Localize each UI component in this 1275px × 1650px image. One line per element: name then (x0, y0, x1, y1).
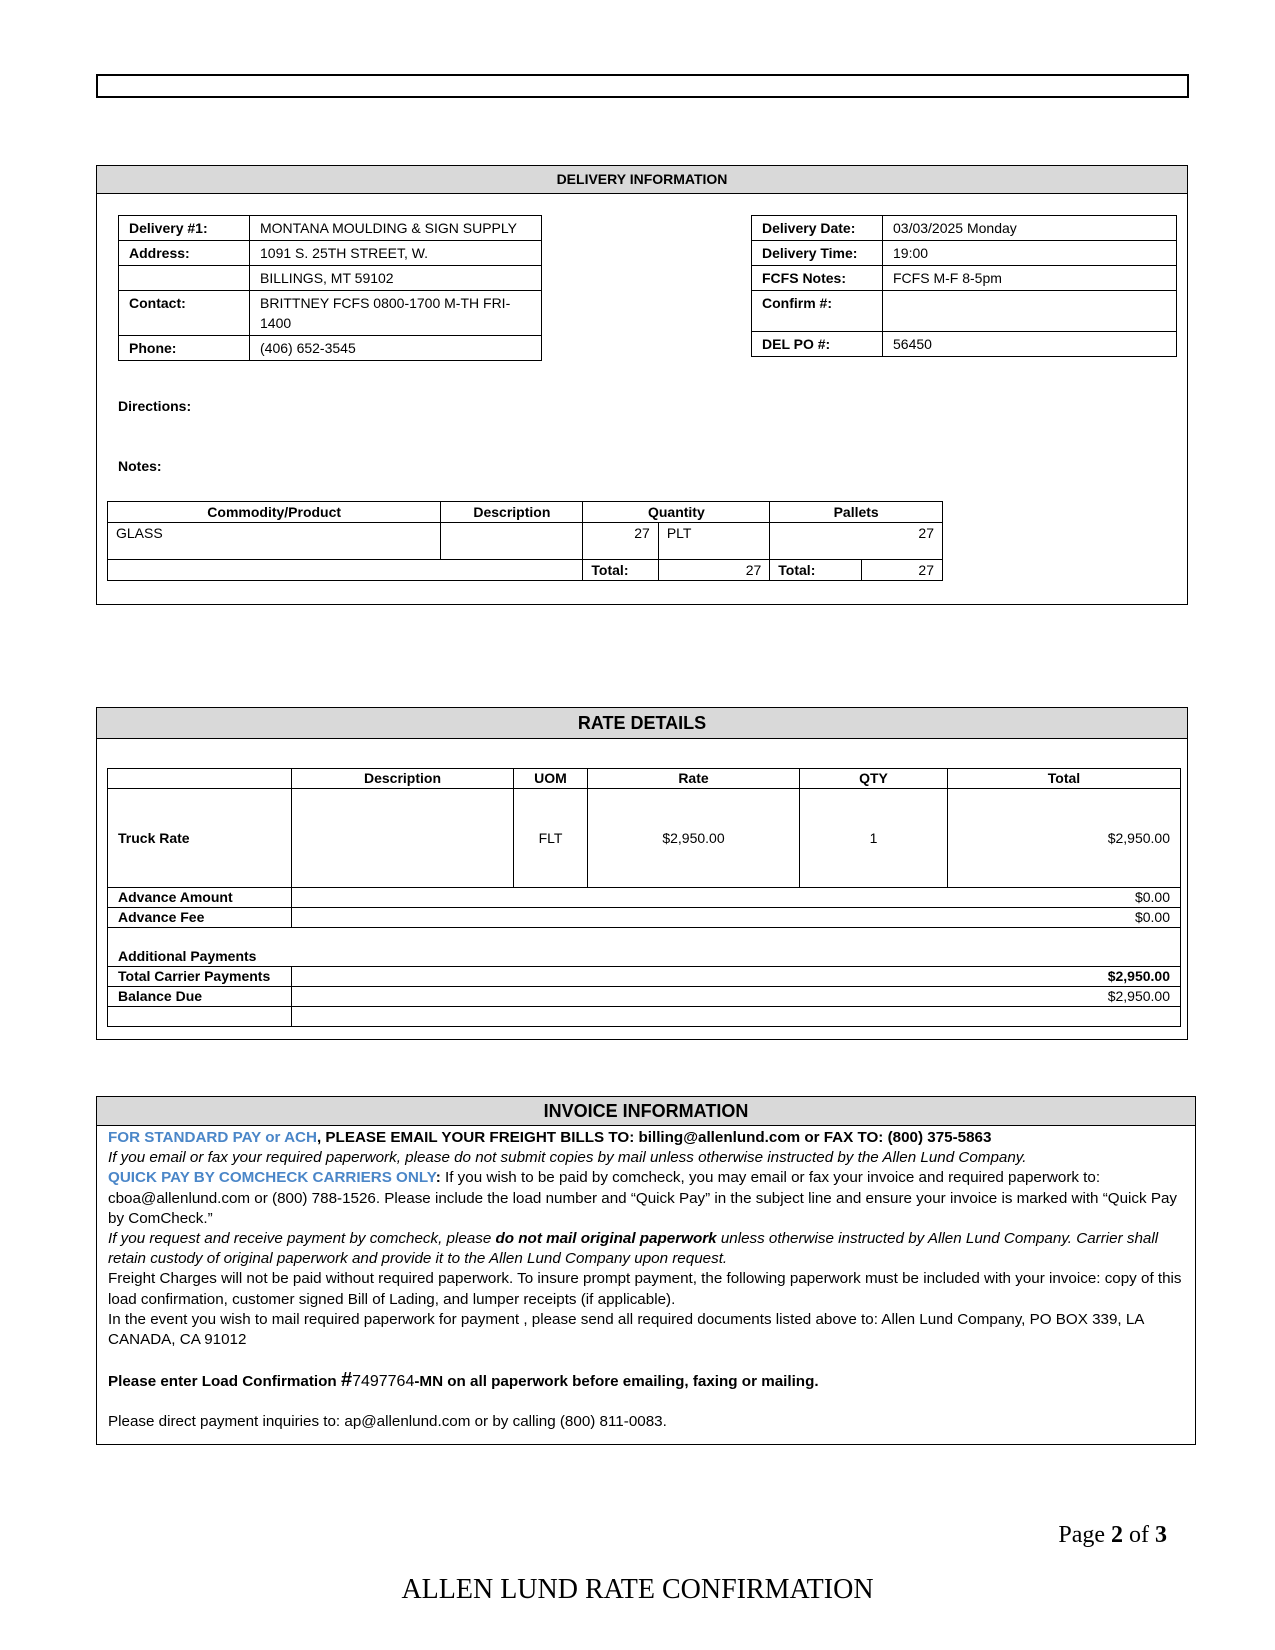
rate-rate-header: Rate (588, 769, 800, 789)
address-blank-cell (119, 266, 250, 291)
phone-label: Phone: (119, 336, 250, 361)
comcheck-paragraph (108, 1229, 1184, 1269)
delivery-date-label: Delivery Date: (752, 216, 883, 241)
truck-rate-uom: FLT (514, 789, 588, 888)
rate-header-blank (108, 769, 292, 789)
invoice-heading: INVOICE INFORMATION (97, 1097, 1195, 1126)
commodity-header: Commodity/Product (108, 502, 441, 523)
delivery-address-table (118, 215, 542, 361)
phone-value: (406) 652-3545 (250, 336, 542, 361)
page-number (1058, 1522, 1167, 1549)
load-confirmation-line (108, 1370, 1184, 1392)
description-header: Description (441, 502, 583, 523)
comcheck-text-bold: do not mail original paperwork (495, 1230, 717, 1248)
commodity-row (108, 523, 943, 560)
directions-label: Directions: (118, 398, 192, 414)
page-current: 2 (1111, 1522, 1123, 1548)
qty-total-value: 27 (658, 560, 769, 581)
standard-pay-line (108, 1128, 1184, 1148)
standard-pay-text: , PLEASE EMAIL YOUR FREIGHT BILLS TO: billing@allenlund.com or FAX TO: (800) 375-5863 (316, 1129, 992, 1146)
commodity-product: GLASS (108, 523, 441, 560)
payment-inquiries-line: Please direct payment inquiries to: ap@allenlund.com or by calling (800) 811-0083. (108, 1413, 667, 1431)
contact-value: BRITTNEY FCFS 0800-1700 M-TH FRI-1400 (250, 291, 542, 336)
invoice-body (97, 1126, 1195, 1433)
rate-heading: RATE DETAILS (97, 708, 1187, 739)
advance-amount-value: $0.00 (292, 888, 1181, 908)
page-of: of (1123, 1522, 1155, 1548)
advance-amount-label: Advance Amount (108, 888, 292, 908)
pallets-header: Pallets (770, 502, 943, 523)
pallets-total-label: Total: (770, 560, 862, 581)
footer-title: ALLEN LUND RATE CONFIRMATION (401, 1574, 874, 1605)
freight-charges-paragraph: Freight Charges will not be paid without required paperwork. To insure prompt payment, the following paperwork must be included with your invoice: copy of this load confirmation, customer signed Bill of Lading, and lumper receipts (if applicable). (108, 1270, 1182, 1308)
commodity-qty: 27 (583, 523, 658, 560)
rate-description-header: Description (292, 769, 514, 789)
delivery-time-value: 19:00 (883, 241, 1177, 266)
contact-label: Contact: (119, 291, 250, 336)
del-po-value: 56450 (883, 332, 1177, 357)
qty-total-label: Total: (583, 560, 658, 581)
page-total: 3 (1155, 1522, 1167, 1548)
address-label: Address: (119, 241, 250, 266)
truck-rate-label: Truck Rate (108, 789, 292, 888)
advance-fee-value: $0.00 (292, 908, 1181, 928)
address-line2: BILLINGS, MT 59102 (250, 266, 542, 291)
advance-fee-label: Advance Fee (108, 908, 292, 928)
load-text-pre: Please enter Load Confirmation (108, 1373, 341, 1391)
del-po-label: DEL PO #: (752, 332, 883, 357)
notes-label: Notes: (118, 458, 162, 474)
quick-pay-text: If you wish to be paid by comcheck, you may email or fax your invoice and required paperwork to: cboa@allenlund.com or (800) 788-1526. Please include the load number and “Quick Pay” in the subject line and ensure your invoice is marked with “Quick Pay by ComCheck.” (108, 1169, 1177, 1227)
address-line1: 1091 S. 25TH STREET, W. (250, 241, 542, 266)
comcheck-text-post: unless otherwise instructed by Allen Lund Company. Carrier shall retain custody of original paperwork and provide it to the Allen Lund Company upon request. (108, 1230, 1159, 1268)
delivery-number-label: Delivery #1: (119, 216, 250, 241)
quick-pay-colon: : (435, 1169, 441, 1187)
delivery-heading: DELIVERY INFORMATION (97, 166, 1187, 194)
email-fax-note: If you email or fax your required paperwork, please do not submit copies by mail unless otherwise instructed by the Allen Lund Company. (108, 1149, 1027, 1167)
page-word: Page (1058, 1522, 1111, 1548)
rate-total-header: Total (948, 769, 1181, 789)
mail-paragraph: In the event you wish to mail required paperwork for payment , please send all required documents listed above to: Allen Lund Company, PO BOX 339, LA CANADA, CA 91012 (108, 1310, 1144, 1349)
delivery-schedule-table (751, 215, 1177, 357)
truck-rate-row (108, 789, 1181, 888)
commodity-table (107, 501, 943, 581)
standard-pay-highlight: FOR STANDARD PAY or ACH (108, 1129, 317, 1146)
fcfs-notes-value: FCFS M-F 8-5pm (883, 266, 1177, 291)
truck-rate-rate: $2,950.00 (588, 789, 800, 888)
rate-table (107, 768, 1181, 1027)
commodity-total-blank (108, 560, 583, 581)
balance-due-label: Balance Due (108, 987, 292, 1007)
comcheck-text-pre: If you request and receive payment by comcheck, please (108, 1230, 496, 1248)
total-carrier-value: $2,950.00 (292, 967, 1181, 987)
commodity-unit: PLT (658, 523, 769, 560)
delivery-date-value: 03/03/2025 Monday (883, 216, 1177, 241)
rate-section (96, 707, 1188, 1040)
truck-rate-qty: 1 (800, 789, 948, 888)
header-box (96, 74, 1189, 98)
pallets-total-value: 27 (862, 560, 943, 581)
commodity-description (441, 523, 583, 560)
load-number: 7497764 (352, 1373, 415, 1391)
quick-pay-highlight: QUICK PAY BY COMCHECK CARRIERS ONLY (108, 1169, 436, 1187)
load-text-post: -MN on all paperwork before emailing, faxing or mailing. (414, 1373, 819, 1391)
fcfs-notes-label: FCFS Notes: (752, 266, 883, 291)
delivery-time-label: Delivery Time: (752, 241, 883, 266)
rate-uom-header: UOM (514, 769, 588, 789)
rate-qty-header: QTY (800, 769, 948, 789)
confirm-label: Confirm #: (752, 291, 883, 332)
balance-due-value: $2,950.00 (292, 987, 1181, 1007)
load-hash: # (340, 1369, 353, 1392)
delivery-number-value: MONTANA MOULDING & SIGN SUPPLY (250, 216, 542, 241)
truck-rate-total: $2,950.00 (948, 789, 1181, 888)
delivery-section (96, 165, 1188, 605)
commodity-pallets: 27 (770, 523, 943, 560)
rate-footer-blank-1 (108, 1007, 292, 1027)
truck-rate-description (292, 789, 514, 888)
confirm-value (883, 291, 1177, 332)
total-carrier-label: Total Carrier Payments (108, 967, 292, 987)
additional-payments-label: Additional Payments (108, 928, 1181, 967)
invoice-section (96, 1096, 1196, 1445)
quick-pay-paragraph (108, 1168, 1184, 1229)
rate-footer-blank-2 (292, 1007, 1181, 1027)
quantity-header: Quantity (583, 502, 770, 523)
